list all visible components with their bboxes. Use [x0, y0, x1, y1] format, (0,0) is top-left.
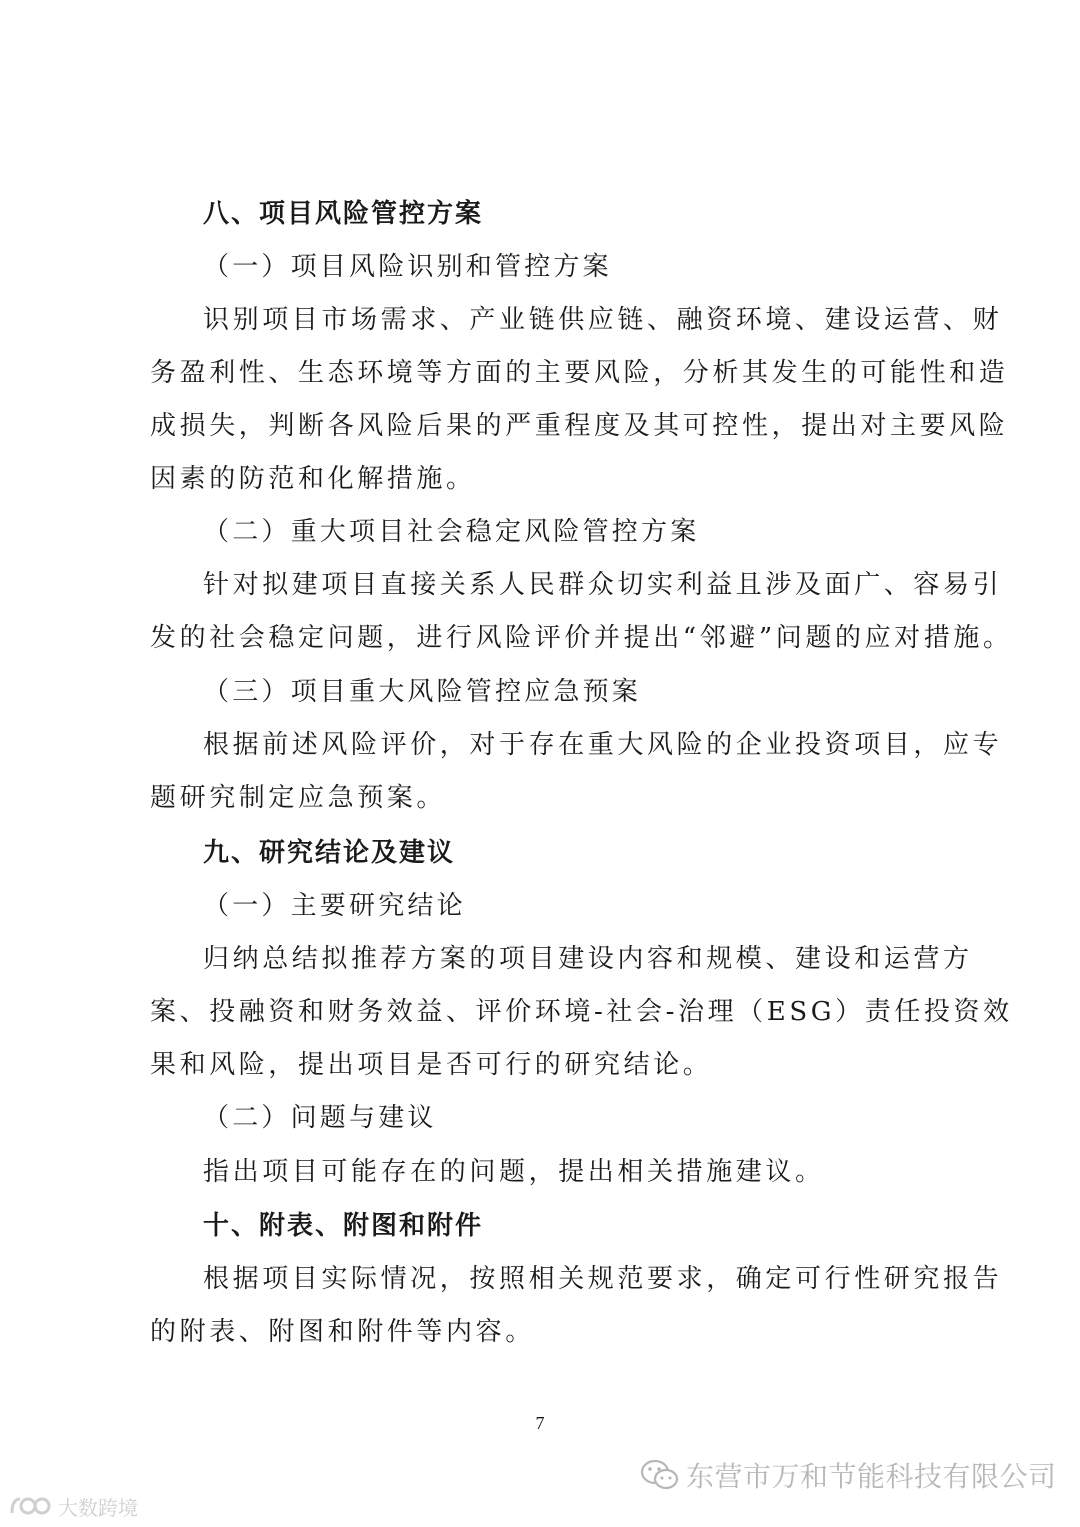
watermark-company [640, 1455, 1057, 1495]
paragraph-line: 根据前述风险评价，对于存在重大风险的企业投资项目，应专 [203, 730, 1003, 760]
section-8-3-heading: （三）项目重大风险管控应急预案 [203, 677, 642, 707]
section-8-2-heading: （二）重大项目社会稳定风险管控方案 [203, 517, 700, 547]
watermark-company-text: 东营市万和节能科技有限公司 [686, 1460, 1057, 1493]
section-8-1-heading: （一）项目风险识别和管控方案 [203, 252, 612, 282]
paragraph-line: 归纳总结拟推荐方案的项目建设内容和规模、建设和运营方 [203, 944, 973, 974]
paragraph-line: 案、投融资和财务效益、评价环境-社会-治理（ESG）责任投资效 [150, 997, 1013, 1027]
paragraph-line: 识别项目市场需求、产业链供应链、融资环境、建设运营、财 [203, 305, 1003, 335]
section-9-2-heading: （二）问题与建议 [203, 1103, 437, 1133]
paragraph-line: 因素的防范和化解措施。 [150, 464, 476, 494]
paragraph-line: 根据项目实际情况，按照相关规范要求，确定可行性研究报告 [203, 1264, 1003, 1294]
paragraph-line: 指出项目可能存在的问题，提出相关措施建议。 [203, 1157, 825, 1187]
section-10-heading: 十、附表、附图和附件 [203, 1211, 484, 1241]
paragraph-line: 务盈利性、生态环境等方面的主要风险，分析其发生的可能性和造 [150, 358, 1009, 388]
section-9-1-heading: （一）主要研究结论 [203, 891, 466, 921]
paragraph-line: 果和风险，提出项目是否可行的研究结论。 [150, 1050, 713, 1080]
section-8-heading: 八、项目风险管控方案 [203, 199, 484, 229]
watermark-brand [8, 1491, 138, 1521]
paragraph-line: 发的社会稳定问题，进行风险评价并提出“邻避”问题的应对措施。 [150, 623, 1013, 653]
watermark-brand-text: 大数跨境 [58, 1495, 138, 1520]
paragraph-line: 针对拟建项目直接关系人民群众切实利益且涉及面广、容易引 [203, 570, 1003, 600]
paragraph-line: 成损失，判断各风险后果的严重程度及其可控性，提出对主要风险 [150, 411, 1009, 441]
section-9-heading: 九、研究结论及建议 [203, 838, 456, 868]
wechat-icon [640, 1458, 680, 1492]
page-number: 7 [535, 1413, 545, 1433]
paragraph-line: 的附表、附图和附件等内容。 [150, 1317, 535, 1347]
brand-logo-icon [8, 1493, 52, 1519]
paragraph-line: 题研究制定应急预案。 [150, 783, 447, 813]
